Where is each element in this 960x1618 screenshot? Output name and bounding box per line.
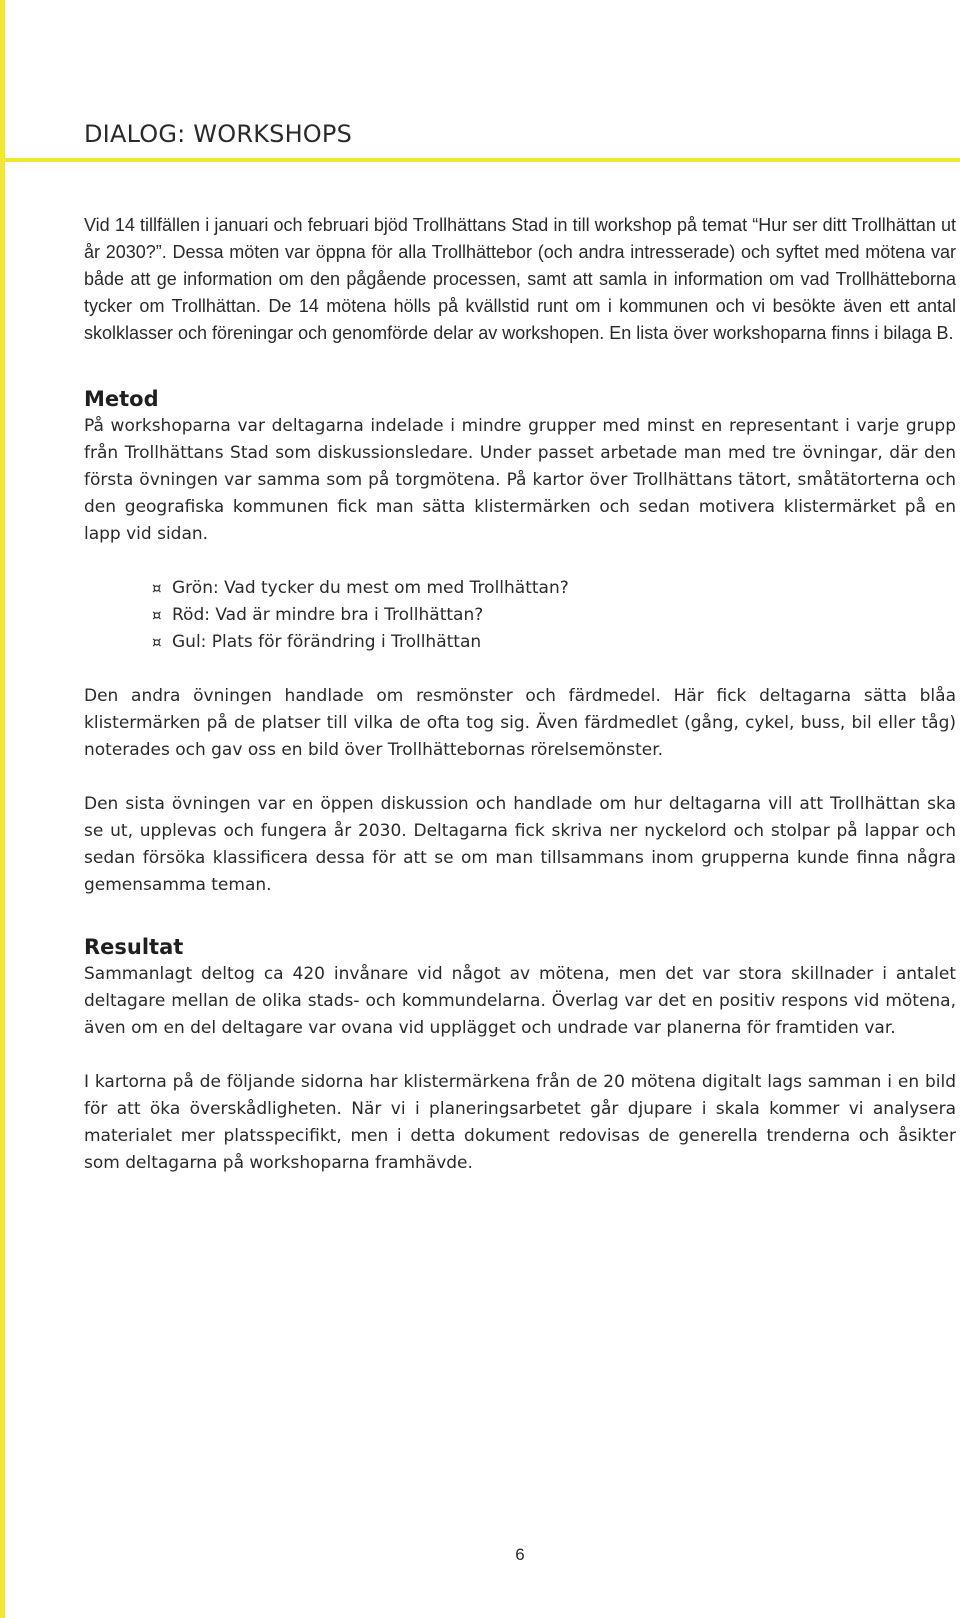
list-item (152, 629, 956, 656)
bullet-symbol-icon: ¤ (152, 606, 162, 624)
bullet-symbol-icon: ¤ (152, 579, 162, 597)
page-title: DIALOG: WORKSHOPS (84, 120, 353, 148)
page-number: 6 (515, 1545, 525, 1564)
left-accent-rule (0, 0, 5, 1618)
list-item-text: Röd: Vad är mindre bra i Trollhättan? (172, 605, 484, 625)
metod-paragraph-1: På workshoparna var deltagarna indelade i mindre grupper med minst en representant i varje grupp från Trollhättans Stad som diskussionsledare. Under passet arbetade man med tre övningar, där den första övningen var samma som på torgmötena. På kartor över Trollhättans tätort, småtätorterna och den geografiska kommunen fick man sätta klistermärken och sedan motivera klistermärket på en lapp vid sidan. (84, 416, 956, 544)
metod-heading: Metod (84, 387, 159, 411)
resultat-paragraph-2: I kartorna på de följande sidorna har klistermärkena från de 20 mötena digitalt lags samman i en bild för att öka överskådligheten. När vi i planeringsarbetet går djupare i skala kommer vi analysera materialet mer platsspecifikt, men i detta dokument redovisas de generella trenderna och åsikter som deltagarna på workshoparna framhävde. (84, 1072, 956, 1173)
list-item-text: Gul: Plats för förändring i Trollhättan (172, 632, 482, 652)
intro-paragraph: Vid 14 tillfällen i januari och februari bjöd Trollhättans Stad in till workshop på temat “Hur ser ditt Trollhättan ut år 2030?”. Dessa möten var öppna för alla Trollhättebor (och andra intresserade) och syftet med mötena var både att ge information om den pågående processen, samt att samla in information om vad Trollhätteborna tycker om Trollhättan. De 14 mötena hölls på kvällstid runt om i kommunen och vi besökte även ett antal skolklasser och föreningar och genomförde delar av workshopen. En lista över workshoparna finns i bilaga B. (84, 215, 956, 343)
sticker-color-list (84, 575, 956, 656)
resultat-heading: Resultat (84, 935, 184, 959)
list-item (152, 602, 956, 629)
list-item-text: Grön: Vad tycker du mest om med Trollhättan? (172, 578, 569, 598)
metod-paragraph-3: Den sista övningen var en öppen diskussion och handlade om hur deltagarna vill att Trollhättan ska se ut, upplevas och fungera år 2030. Deltagarna fick skriva ner nyckelord och stolpar på lappar och sedan försöka klassificera dessa för att se om man tillsammans inom grupperna kunde finna några gemensamma teman. (84, 794, 956, 895)
metod-paragraph-2: Den andra övningen handlade om resmönster och färdmedel. Här fick deltagarna sätta blåa klistermärken på de platser till vilka de ofta tog sig. Även färdmedlet (gång, cykel, buss, bil eller tåg) noterades och gav oss en bild över Trollhättebornas rörelsemönster. (84, 686, 956, 760)
document-body (84, 212, 956, 1177)
title-underline-rule (0, 158, 960, 162)
list-item (152, 575, 956, 602)
bullet-symbol-icon: ¤ (152, 633, 162, 651)
resultat-paragraph-1: Sammanlagt deltog ca 420 invånare vid något av mötena, men det var stora skillnader i antalet deltagare mellan de olika stads- och kommundelarna. Överlag var det en positiv respons vid mötena, även om en del deltagare var ovana vid upplägget och undrade var planerna för framtiden var. (84, 964, 956, 1038)
